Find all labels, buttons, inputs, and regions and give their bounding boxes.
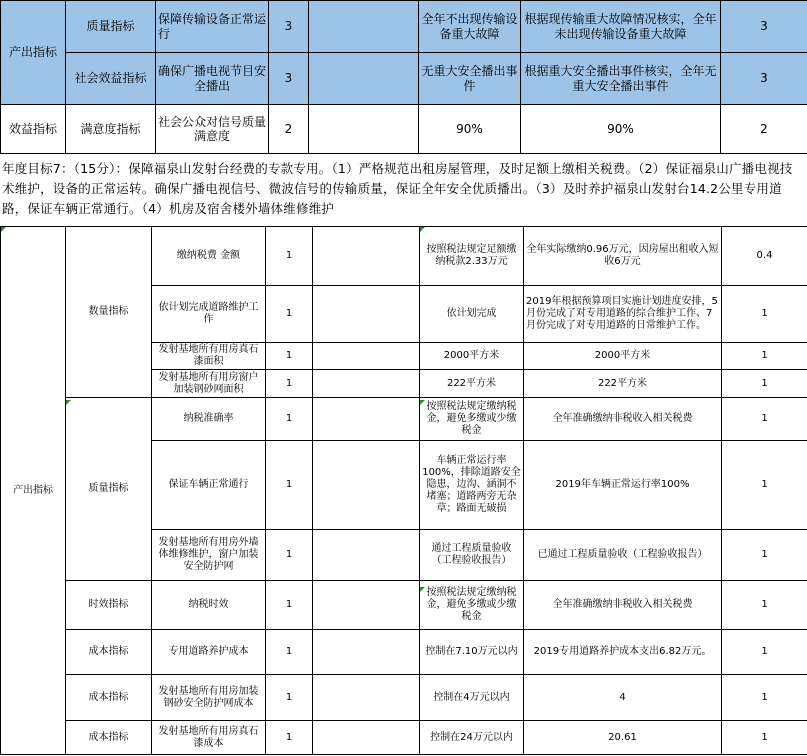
score-cell: 1 — [722, 441, 807, 530]
weight-cell: 1 — [266, 286, 313, 343]
category-cell: 成本指标 — [66, 721, 152, 755]
indicator-cell: 发射基地所有用房加装钢砂安全防护网成本 — [152, 675, 266, 721]
blank-cell — [313, 581, 420, 630]
weight-cell: 1 — [266, 630, 313, 675]
actual-cell: 90% — [521, 105, 721, 154]
weight-cell: 1 — [266, 675, 313, 721]
weight-cell: 1 — [266, 227, 313, 286]
weight-cell: 2 — [269, 105, 309, 154]
actual-cell: 222平方米 — [524, 370, 722, 398]
target-cell: 通过工程质量验收（工程验收报告） — [420, 530, 524, 581]
actual-cell: 根据重大安全播出事件核实，全年无重大安全播出事件 — [521, 53, 721, 105]
score-cell: 1 — [722, 581, 807, 630]
annual-goal-7-text: 年度目标7：（15分）：保障福泉山发射台经费的专款专用。（1）严格规范出租房屋管理，及时足额上缴相关税费。（2）保证福泉山广播电视技术维护，设备的正常运转。确保广播电视信号、微波信号的传输质量，保证全年安全优质播出。（3）及时养护福泉山发射台14.2公里专用道路，保证车辆正常通行。（4）机房及宿舍楼外墙体维修维护 — [2, 161, 793, 216]
weight-cell: 1 — [266, 370, 313, 398]
target-cell: 按照税法规定缴纳税金，避免多缴或少缴税金 — [420, 581, 524, 630]
weight-cell: 3 — [269, 1, 309, 53]
target-cell: 控制在4万元以内 — [420, 675, 524, 721]
target-cell: 按照税法规定缴纳税金，避免多缴或少缴税金 — [420, 398, 524, 441]
score-cell: 1 — [722, 398, 807, 441]
indicator-cell: 保证车辆正常通行 — [152, 441, 266, 530]
category-cell: 质量指标 — [66, 1, 156, 53]
weight-cell: 3 — [269, 53, 309, 105]
actual-cell: 2000平方米 — [524, 343, 722, 370]
category-cell: 质量指标 — [66, 398, 152, 581]
target-cell: 无重大安全播出事件 — [419, 53, 521, 105]
blank-cell — [313, 530, 420, 581]
actual-cell: 全年准确缴纳非税收入相关税费 — [524, 398, 722, 441]
weight-cell: 1 — [266, 343, 313, 370]
blank-cell — [313, 675, 420, 721]
blank-cell — [313, 286, 420, 343]
cell-marker-icon — [420, 587, 425, 592]
indicator-cell: 缴纳税费 金额 — [152, 227, 266, 286]
target-cell: 222平方米 — [420, 370, 524, 398]
weight-cell: 1 — [266, 530, 313, 581]
blank-cell — [313, 370, 420, 398]
blank-cell — [313, 630, 420, 675]
score-cell: 1 — [722, 343, 807, 370]
indicator-cell: 发射基地所有用房真石漆成本 — [152, 721, 266, 755]
target-cell: 90% — [419, 105, 521, 154]
indicator-cell: 发射基地所有用房窗户加装钢砂网面积 — [152, 370, 266, 398]
weight-cell: 1 — [266, 581, 313, 630]
score-cell: 1 — [722, 286, 807, 343]
weight-cell: 1 — [266, 398, 313, 441]
indicator-cell: 发射基地所有用房外墙体维修维护，窗户加装安全防护网 — [152, 530, 266, 581]
actual-cell: 已通过工程质量验收（工程验收报告） — [524, 530, 722, 581]
section-cell-benefit: 效益指标 — [1, 105, 66, 154]
target-cell: 车辆正常运行率100%，排除道路安全隐患，边沟、涵洞不堵塞；道路两旁无杂草；路面无破损 — [420, 441, 524, 530]
target-cell: 控制在24万元以内 — [420, 721, 524, 755]
blank-cell — [313, 441, 420, 530]
actual-cell: 根据现传输重大故障情况核实，全年未出现传输设备重大故障 — [521, 1, 721, 53]
actual-cell: 2019年根据预算项目实施计划进度安排，5月份完成了对专用道路的综合维护工作、7月份完成了对专用道路的日常维护工作。 — [524, 286, 722, 343]
actual-cell: 全年准确缴纳非税收入相关税费 — [524, 581, 722, 630]
blank-cell — [313, 343, 420, 370]
score-cell: 1 — [722, 530, 807, 581]
cell-marker-icon — [66, 400, 71, 405]
score-cell: 3 — [721, 53, 807, 105]
indicator-cell: 依计划完成道路维护工作 — [152, 286, 266, 343]
cell-marker-icon — [1, 227, 6, 232]
target-cell: 全年不出现传输设备重大故障 — [419, 1, 521, 53]
blank-cell — [313, 398, 420, 441]
actual-cell: 全年实际缴纳0.96万元，因房屋出租收入短收6万元 — [524, 227, 722, 286]
target-cell: 按照税法规定足额缴纳税款2.33万元 — [420, 227, 524, 286]
target-cell: 依计划完成 — [420, 286, 524, 343]
section-cell-output: 产出指标 — [1, 227, 66, 755]
score-cell: 3 — [721, 1, 807, 53]
indicator-cell: 发射基地所有用房真石漆面积 — [152, 343, 266, 370]
actual-cell: 4 — [524, 675, 722, 721]
score-cell: 1 — [722, 675, 807, 721]
target-cell: 2000平方米 — [420, 343, 524, 370]
indicator-cell: 专用道路养护成本 — [152, 630, 266, 675]
indicator-cell: 确保广播电视节目安全播出 — [156, 53, 269, 105]
section-cell-output: 产出指标 — [1, 1, 66, 105]
score-cell: 2 — [721, 105, 807, 154]
blank-cell — [309, 1, 419, 53]
actual-cell: 20.61 — [524, 721, 722, 755]
score-cell: 1 — [722, 370, 807, 398]
category-cell: 成本指标 — [66, 630, 152, 675]
blank-cell — [309, 53, 419, 105]
performance-table-top — [0, 0, 807, 154]
score-cell: 1 — [722, 630, 807, 675]
indicator-cell: 保障传输设备正常运行 — [156, 1, 269, 53]
category-cell: 满意度指标 — [66, 105, 156, 154]
blank-cell — [313, 227, 420, 286]
score-cell: 0.4 — [722, 227, 807, 286]
target-cell: 控制在7.10万元以内 — [420, 630, 524, 675]
weight-cell: 1 — [266, 721, 313, 755]
indicator-cell: 社会公众对信号质量满意度 — [156, 105, 269, 154]
category-cell: 时效指标 — [66, 581, 152, 630]
cell-marker-icon — [420, 400, 425, 405]
category-cell: 成本指标 — [66, 675, 152, 721]
category-cell: 数量指标 — [66, 227, 152, 398]
actual-cell: 2019年车辆正常运行率100% — [524, 441, 722, 530]
indicator-cell: 纳税准确率 — [152, 398, 266, 441]
weight-cell: 1 — [266, 441, 313, 530]
blank-cell — [309, 105, 419, 154]
category-cell: 社会效益指标 — [66, 53, 156, 105]
cell-marker-icon — [420, 227, 425, 232]
actual-cell: 2019专用道路养护成本支出6.82万元。 — [524, 630, 722, 675]
indicator-cell: 纳税时效 — [152, 581, 266, 630]
score-cell: 1 — [722, 721, 807, 755]
performance-table-bottom — [0, 226, 807, 755]
blank-cell — [313, 721, 420, 755]
